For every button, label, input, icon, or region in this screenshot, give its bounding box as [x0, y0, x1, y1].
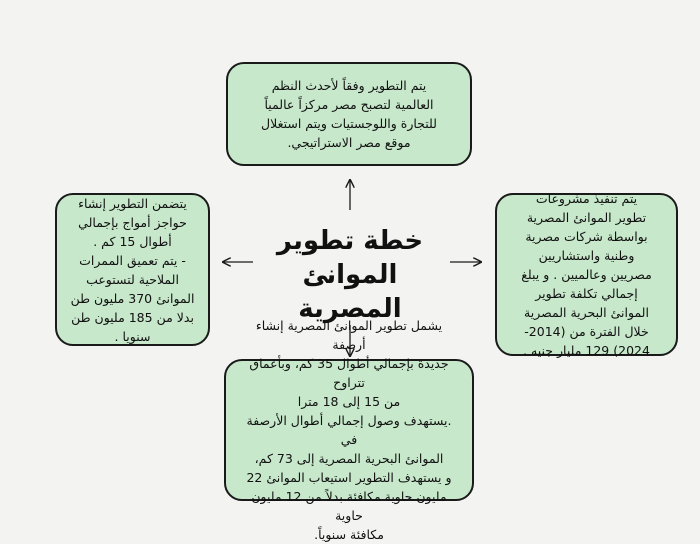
node-right-text: يتم تنفيذ مشروعات تطوير الموانئ المصرية بواسطة شركات مصرية وطنية واستشاريين مصريين وعالميين . و يبلغ إجمالي تكلفة تطوير الموانئ البحرية المصرية خلال الفترة من (2014- 2024) 129 مليار جنيه .: [521, 191, 652, 358]
node-top-box: [226, 62, 472, 166]
node-left-text: يتضمن التطوير إنشاء حواجز أمواج بإجمالي أطوال 15 كم . - يتم تعميق الممرات الملاحية لتستوعب الموانئ 370 مليون طن بدلا من 185 مليون طن سنويا .: [70, 195, 195, 344]
node-right-box: [495, 193, 678, 356]
node-bottom-text: يشمل تطوير الموانئ المصرية إنشاء أرصفة جديدة بإجمالي أطوال 35 كم، وبأعماق تتراوح من 15 إلى 18 مترا .يستهدف وصول إجمالي أطوال الأرصفة في الموانئ البحرية المصرية إلى 73 كم، و يستهدف التطوير استيعاب الموانئ 22 مليون حاوية مكافئة بدلاً من 12 مليون حاوية مكافئة سنوياً.: [246, 318, 452, 542]
center-title: خطة تطوير الموانئ المصرية: [276, 226, 424, 324]
node-left-box: [55, 193, 210, 346]
node-bottom-box: [224, 318, 474, 542]
node-top-text: يتم التطوير وفقاً لأحدث النظم العالمية لتصبح مصر مركزاً عالمياً للتجارة واللوجستيات ويتم استغلال موقع مصر الاستراتيجي.: [261, 78, 437, 150]
